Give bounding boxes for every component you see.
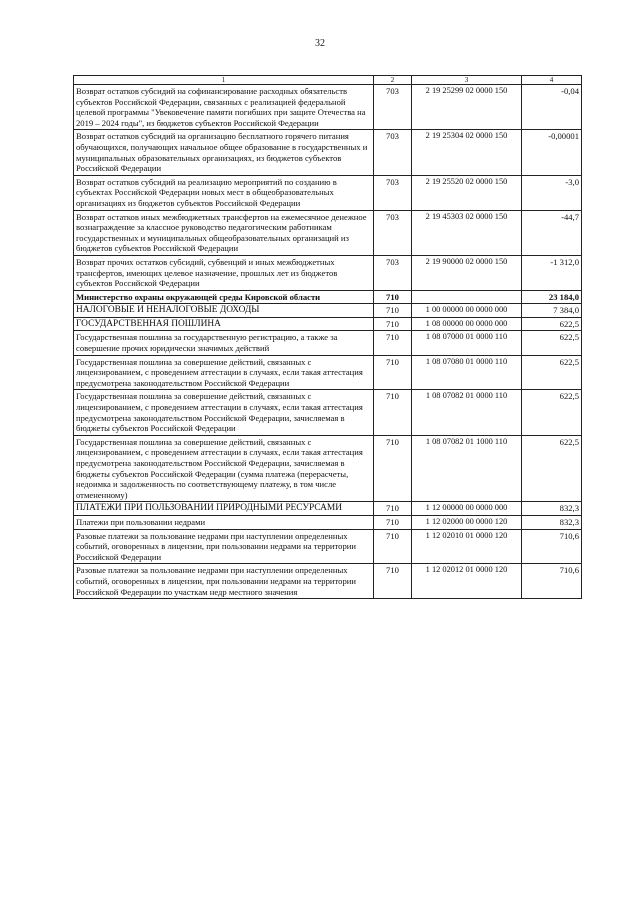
row-name-cell: Государственная пошлина за совершение действий, связанных с лицензированием, с проведением аттестации в случаях, если такая аттестация предусмотрена законодательством Российской Федерации, зачисляемая в бюджеты субъектов Российской Федерации <box>74 390 374 435</box>
table-row <box>74 502 582 516</box>
row-budget-code-cell: 2 19 45303 02 0000 150 <box>412 210 522 255</box>
row-budget-code-cell: 1 08 07082 01 1000 110 <box>412 435 522 502</box>
page-number: 32 <box>315 38 325 49</box>
row-amount-cell: 832,3 <box>522 515 582 529</box>
row-amount-cell: 622,5 <box>522 355 582 390</box>
table-row <box>74 529 582 564</box>
table-row <box>74 435 582 502</box>
table-row <box>74 290 582 304</box>
row-admin-code-cell: 710 <box>374 290 412 304</box>
row-name-cell: Разовые платежи за пользование недрами при наступлении определенных событий, оговоренных в лицензии, при пользовании недрами на территории Российской Федерации <box>74 529 374 564</box>
table-row <box>74 130 582 175</box>
column-header-1: 1 <box>74 76 374 85</box>
row-amount-cell: -1 312,0 <box>522 255 582 290</box>
row-budget-code-cell: 2 19 25299 02 0000 150 <box>412 85 522 130</box>
row-name-cell: ГОСУДАРСТВЕННАЯ ПОШЛИНА <box>74 317 374 331</box>
row-budget-code-cell: 1 08 07080 01 0000 110 <box>412 355 522 390</box>
row-name-cell: Возврат остатков субсидий на организацию бесплатного горячего питания обучающихся, получающих начальное общее образование в государственных и муниципальных образовательных организациях, из бюджетов субъектов Российской Федерации <box>74 130 374 175</box>
table-row <box>74 564 582 599</box>
row-amount-cell: 832,3 <box>522 502 582 516</box>
row-admin-code-cell: 703 <box>374 210 412 255</box>
row-amount-cell: 622,5 <box>522 435 582 502</box>
table-row <box>74 355 582 390</box>
row-admin-code-cell: 710 <box>374 304 412 318</box>
row-amount-cell: 23 184,0 <box>522 290 582 304</box>
table-row <box>74 515 582 529</box>
row-name-cell: Возврат остатков субсидий на софинансирование расходных обязательств субъектов Российской Федерации, связанных с реализацией федеральной целевой программы "Увековечение памяти погибших при защите Отечества на 2019 – 2024 годы", из бюджетов субъектов Российской Федерации <box>74 85 374 130</box>
row-name-cell: Разовые платежи за пользование недрами при наступлении определенных событий, оговоренных в лицензии, при пользовании недрами на территории Российской Федерации по участкам недр местного значения <box>74 564 374 599</box>
row-budget-code-cell: 1 12 02012 01 0000 120 <box>412 564 522 599</box>
row-amount-cell: -3,0 <box>522 175 582 210</box>
row-name-cell: Возврат остатков иных межбюджетных трансфертов на ежемесячное денежное вознаграждение за классное руководство педагогическим работникам государственных и муниципальных общеобразовательных организаций из бюджетов субъектов Российской Федерации <box>74 210 374 255</box>
row-amount-cell: -0,04 <box>522 85 582 130</box>
row-admin-code-cell: 703 <box>374 85 412 130</box>
row-admin-code-cell: 710 <box>374 529 412 564</box>
table-row <box>74 175 582 210</box>
row-amount-cell: 622,5 <box>522 331 582 355</box>
row-admin-code-cell: 710 <box>374 435 412 502</box>
table-row <box>74 304 582 318</box>
row-admin-code-cell: 710 <box>374 331 412 355</box>
row-name-cell: Платежи при пользовании недрами <box>74 515 374 529</box>
row-budget-code-cell: 1 12 00000 00 0000 000 <box>412 502 522 516</box>
row-amount-cell: 622,5 <box>522 390 582 435</box>
row-admin-code-cell: 703 <box>374 255 412 290</box>
row-name-cell: Государственная пошлина за совершение действий, связанных с лицензированием, с проведением аттестации в случаях, если такая аттестация предусмотрена законодательством Российской Федерации, зачисляемая в бюджеты субъектов Российской Федерации (сумма платежа (перерасчеты, недоимка и задолженность по соответствующему платежу, в том числе отмененному) <box>74 435 374 502</box>
row-budget-code-cell: 2 19 25304 02 0000 150 <box>412 130 522 175</box>
row-amount-cell: -44,7 <box>522 210 582 255</box>
row-budget-code-cell: 1 08 07082 01 0000 110 <box>412 390 522 435</box>
row-amount-cell: 7 384,0 <box>522 304 582 318</box>
row-amount-cell: 710,6 <box>522 564 582 599</box>
row-budget-code-cell: 1 08 00000 00 0000 000 <box>412 317 522 331</box>
column-header-4: 4 <box>522 76 582 85</box>
table-header-row <box>74 76 582 85</box>
row-name-cell: Возврат прочих остатков субсидий, субвенций и иных межбюджетных трансфертов, имеющих целевое назначение, прошлых лет из бюджетов субъектов Российской Федерации <box>74 255 374 290</box>
row-admin-code-cell: 703 <box>374 175 412 210</box>
table-row <box>74 255 582 290</box>
row-name-cell: Министерство охраны окружающей среды Кировской области <box>74 290 374 304</box>
row-budget-code-cell: 2 19 25520 02 0000 150 <box>412 175 522 210</box>
row-amount-cell: 710,6 <box>522 529 582 564</box>
row-budget-code-cell: 1 08 07000 01 0000 110 <box>412 331 522 355</box>
table-row <box>74 317 582 331</box>
row-budget-code-cell <box>412 290 522 304</box>
column-header-2: 2 <box>374 76 412 85</box>
row-admin-code-cell: 710 <box>374 355 412 390</box>
row-name-cell: Возврат остатков субсидий на реализацию мероприятий по созданию в субъектах Российской Федерации новых мест в общеобразовательных организациях из бюджетов субъектов Российской Федерации <box>74 175 374 210</box>
row-name-cell: ПЛАТЕЖИ ПРИ ПОЛЬЗОВАНИИ ПРИРОДНЫМИ РЕСУРСАМИ <box>74 502 374 516</box>
table-row <box>74 210 582 255</box>
row-budget-code-cell: 2 19 90000 02 0000 150 <box>412 255 522 290</box>
row-admin-code-cell: 710 <box>374 515 412 529</box>
row-admin-code-cell: 710 <box>374 317 412 331</box>
column-header-3: 3 <box>412 76 522 85</box>
row-budget-code-cell: 1 12 02000 00 0000 120 <box>412 515 522 529</box>
row-admin-code-cell: 710 <box>374 564 412 599</box>
table-row <box>74 390 582 435</box>
row-admin-code-cell: 703 <box>374 130 412 175</box>
row-amount-cell: -0,00001 <box>522 130 582 175</box>
row-name-cell: Государственная пошлина за государственную регистрацию, а также за совершение прочих юридически значимых действий <box>74 331 374 355</box>
budget-revenue-table <box>73 75 582 599</box>
row-budget-code-cell: 1 00 00000 00 0000 000 <box>412 304 522 318</box>
table-row <box>74 85 582 130</box>
table-row <box>74 331 582 355</box>
row-admin-code-cell: 710 <box>374 390 412 435</box>
row-admin-code-cell: 710 <box>374 502 412 516</box>
row-name-cell: НАЛОГОВЫЕ И НЕНАЛОГОВЫЕ ДОХОДЫ <box>74 304 374 318</box>
row-amount-cell: 622,5 <box>522 317 582 331</box>
row-budget-code-cell: 1 12 02010 01 0000 120 <box>412 529 522 564</box>
row-name-cell: Государственная пошлина за совершение действий, связанных с лицензированием, с проведением аттестации в случаях, если такая аттестация предусмотрена законодательством Российской Федерации <box>74 355 374 390</box>
